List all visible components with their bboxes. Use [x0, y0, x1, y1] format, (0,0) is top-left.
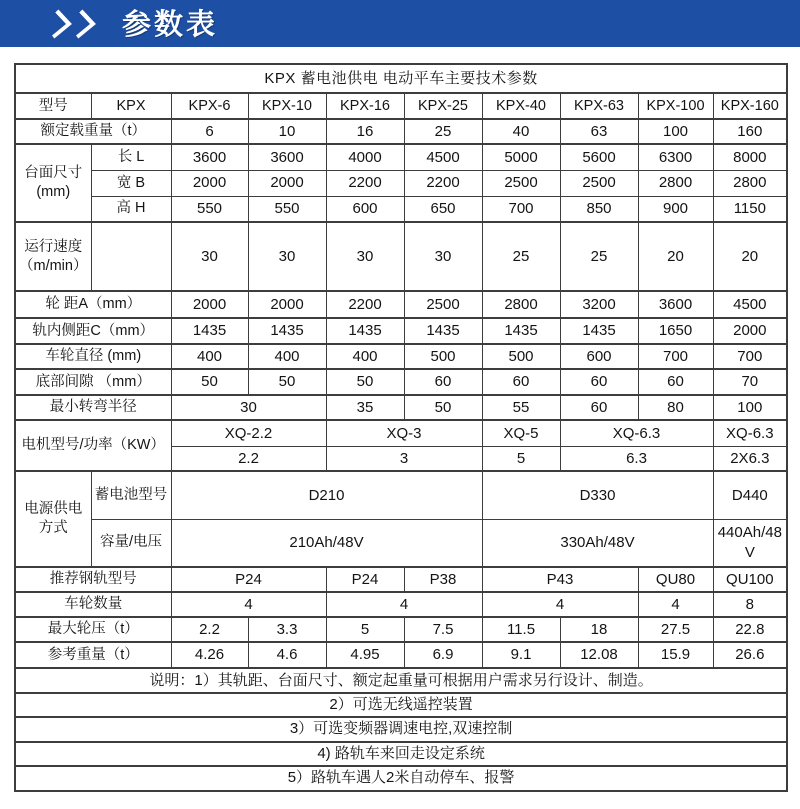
cell-value: 1435 [560, 318, 638, 344]
cell-value: 100 [638, 119, 713, 144]
cell-value: 3600 [638, 291, 713, 318]
cell-value: 400 [171, 344, 248, 369]
empty-cell [91, 222, 171, 291]
cell-value: 6.3 [560, 446, 713, 471]
cell-value: 2500 [482, 170, 560, 196]
cell-value: 60 [560, 369, 638, 395]
cell-value: 1435 [248, 318, 326, 344]
note-row: 说明：1）其轨距、台面尺寸、额定起重量可根据用户需求另行设计、制造。 [15, 668, 787, 693]
cell-value: 5 [482, 446, 560, 471]
section-header-bar [0, 0, 800, 47]
cell-value: 3600 [171, 144, 248, 170]
cell-value: D330 [482, 471, 713, 519]
row-label: 轮 距A（mm） [15, 291, 171, 318]
cell-value: P38 [404, 567, 482, 592]
cell-value: 6300 [638, 144, 713, 170]
cell-value: 15.9 [638, 642, 713, 668]
cell-value: 2200 [404, 170, 482, 196]
cell-value: 63 [560, 119, 638, 144]
cell-value: P24 [326, 567, 404, 592]
cell-value: 26.6 [713, 642, 787, 668]
cell-value: 4500 [713, 291, 787, 318]
note-row: 3）可选变频器调速电控,双速控制 [15, 717, 787, 742]
row-label: 参考重量（t） [15, 642, 171, 668]
col-header: KPX-16 [326, 93, 404, 119]
cell-value: 16 [326, 119, 404, 144]
row-label: 电源供电方式 [15, 471, 91, 567]
row-sublabel: 长 L [91, 144, 171, 170]
cell-value: 2X6.3 [713, 446, 787, 471]
cell-value: 60 [482, 369, 560, 395]
spec-table [14, 63, 788, 792]
cell-value: XQ-6.3 [713, 420, 787, 446]
cell-value: 900 [638, 196, 713, 222]
note-row: 4) 路轨车来回走设定系统 [15, 742, 787, 766]
row-label: 型号 [15, 93, 91, 119]
col-header: KPX-10 [248, 93, 326, 119]
col-header: KPX-6 [171, 93, 248, 119]
cell-value: 2000 [713, 318, 787, 344]
cell-value: 2.2 [171, 446, 326, 471]
cell-value: 210Ah/48V [171, 519, 482, 567]
cell-value: QU80 [638, 567, 713, 592]
cell-value: 60 [638, 369, 713, 395]
cell-value: 5600 [560, 144, 638, 170]
cell-value: 2500 [560, 170, 638, 196]
cell-value: 1435 [326, 318, 404, 344]
cell-value: 500 [482, 344, 560, 369]
cell-value: 8 [713, 592, 787, 617]
cell-value: D440 [713, 471, 787, 519]
cell-value: 4500 [404, 144, 482, 170]
cell-value: 4 [638, 592, 713, 617]
cell-value: 60 [404, 369, 482, 395]
row-label: 车轮数量 [15, 592, 171, 617]
cell-value: XQ-3 [326, 420, 482, 446]
cell-value: XQ-6.3 [560, 420, 713, 446]
cell-value: 160 [713, 119, 787, 144]
cell-value: 20 [638, 222, 713, 291]
cell-value: 1435 [171, 318, 248, 344]
cell-value: 60 [560, 395, 638, 420]
cell-value: 700 [713, 344, 787, 369]
cell-value: 11.5 [482, 617, 560, 642]
note-row: 2）可选无线遥控装置 [15, 693, 787, 717]
cell-value: P43 [482, 567, 638, 592]
cell-value: 50 [171, 369, 248, 395]
cell-value: 700 [638, 344, 713, 369]
cell-value: 8000 [713, 144, 787, 170]
cell-value: 1435 [404, 318, 482, 344]
cell-value: 70 [713, 369, 787, 395]
cell-value: 2800 [482, 291, 560, 318]
cell-value: 50 [404, 395, 482, 420]
row-label: 最小转弯半径 [15, 395, 171, 420]
cell-value: 12.08 [560, 642, 638, 668]
cell-value: 35 [326, 395, 404, 420]
cell-value: 2000 [248, 291, 326, 318]
cell-value: 1435 [482, 318, 560, 344]
cell-value: 4 [171, 592, 326, 617]
spec-table-container [14, 63, 786, 792]
cell-value: 700 [482, 196, 560, 222]
cell-value: 5000 [482, 144, 560, 170]
cell-value: 400 [248, 344, 326, 369]
cell-value: 1150 [713, 196, 787, 222]
cell-value: 2500 [404, 291, 482, 318]
row-sublabel: 容量/电压 [91, 519, 171, 567]
cell-value: 2000 [248, 170, 326, 196]
cell-value: 2.2 [171, 617, 248, 642]
col-header: KPX-160 [713, 93, 787, 119]
cell-value: 30 [171, 395, 326, 420]
row-label: 台面尺寸 (mm) [15, 144, 91, 222]
cell-value: 30 [326, 222, 404, 291]
cell-value: 6.9 [404, 642, 482, 668]
cell-value: 2000 [171, 170, 248, 196]
cell-value: 18 [560, 617, 638, 642]
cell-value: 20 [713, 222, 787, 291]
cell-value: 400 [326, 344, 404, 369]
cell-value: 27.5 [638, 617, 713, 642]
cell-value: 25 [482, 222, 560, 291]
cell-value: 4.6 [248, 642, 326, 668]
cell-value: XQ-5 [482, 420, 560, 446]
cell-value: 10 [248, 119, 326, 144]
cell-value: D210 [171, 471, 482, 519]
cell-value: 50 [326, 369, 404, 395]
cell-value: 5 [326, 617, 404, 642]
cell-value: 6 [171, 119, 248, 144]
col-header: KPX-40 [482, 93, 560, 119]
cell-value: 2000 [171, 291, 248, 318]
cell-value: 55 [482, 395, 560, 420]
cell-value: 2200 [326, 170, 404, 196]
cell-value: 500 [404, 344, 482, 369]
cell-value: 850 [560, 196, 638, 222]
row-label: 最大轮压（t） [15, 617, 171, 642]
cell-value: 4.95 [326, 642, 404, 668]
col-header: KPX [91, 93, 171, 119]
cell-value: 3200 [560, 291, 638, 318]
cell-value: 25 [560, 222, 638, 291]
cell-value: 9.1 [482, 642, 560, 668]
cell-value: 3 [326, 446, 482, 471]
cell-value: 2800 [713, 170, 787, 196]
col-header: KPX-100 [638, 93, 713, 119]
row-label: 轨内侧距C（mm） [15, 318, 171, 344]
row-label: 电机型号/功率（KW） [15, 420, 171, 471]
cell-value: 1650 [638, 318, 713, 344]
col-header: KPX-25 [404, 93, 482, 119]
row-sublabel: 蓄电池型号 [91, 471, 171, 519]
cell-value: P24 [171, 567, 326, 592]
double-chevron-icon [52, 9, 106, 39]
cell-value: 440Ah/48V [713, 519, 787, 567]
cell-value: 40 [482, 119, 560, 144]
cell-value: 30 [171, 222, 248, 291]
cell-value: 4 [326, 592, 482, 617]
cell-value: 3.3 [248, 617, 326, 642]
note-row: 5）路轨车遇人2米自动停车、报警 [15, 766, 787, 791]
section-title: 参数表 [122, 9, 219, 41]
cell-value: 4000 [326, 144, 404, 170]
row-label: 运行速度（m/min） [15, 222, 91, 291]
cell-value: 50 [248, 369, 326, 395]
cell-value: 650 [404, 196, 482, 222]
cell-value: 550 [248, 196, 326, 222]
table-title: KPX 蓄电池供电 电动平车主要技术参数 [15, 64, 787, 93]
cell-value: 25 [404, 119, 482, 144]
row-label: 推荐钢轨型号 [15, 567, 171, 592]
cell-value: 600 [560, 344, 638, 369]
row-label: 底部间隙 （mm） [15, 369, 171, 395]
cell-value: 22.8 [713, 617, 787, 642]
cell-value: 330Ah/48V [482, 519, 713, 567]
cell-value: QU100 [713, 567, 787, 592]
cell-value: 550 [171, 196, 248, 222]
cell-value: 30 [248, 222, 326, 291]
col-header: KPX-63 [560, 93, 638, 119]
cell-value: 4 [482, 592, 638, 617]
cell-value: 600 [326, 196, 404, 222]
row-label: 额定载重量（t） [15, 119, 171, 144]
cell-value: 7.5 [404, 617, 482, 642]
cell-value: 80 [638, 395, 713, 420]
row-label: 车轮直径 (mm) [15, 344, 171, 369]
cell-value: 2200 [326, 291, 404, 318]
cell-value: 2800 [638, 170, 713, 196]
cell-value: 4.26 [171, 642, 248, 668]
row-sublabel: 宽 B [91, 170, 171, 196]
cell-value: XQ-2.2 [171, 420, 326, 446]
cell-value: 30 [404, 222, 482, 291]
cell-value: 3600 [248, 144, 326, 170]
row-sublabel: 高 H [91, 196, 171, 222]
cell-value: 100 [713, 395, 787, 420]
